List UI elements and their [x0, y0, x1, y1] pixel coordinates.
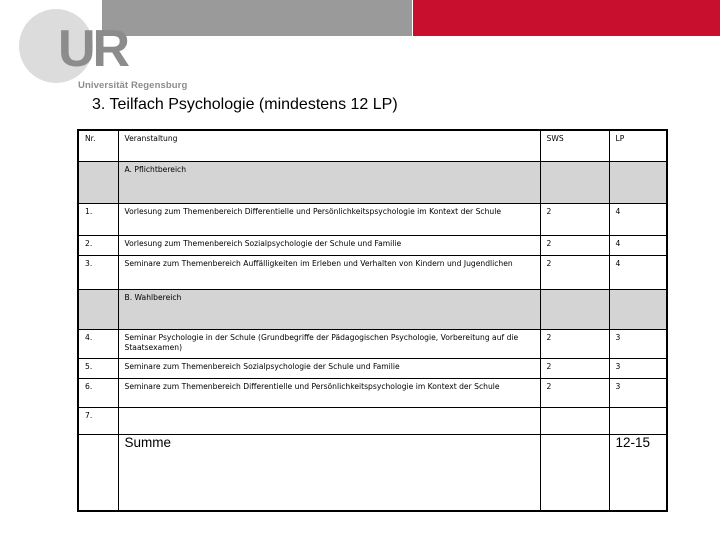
row-lp: 3: [609, 378, 667, 407]
row-nr: 3.: [78, 255, 118, 289]
page-heading: 3. Teilfach Psychologie (mindestens 12 LP): [92, 96, 398, 113]
row-course: Seminare zum Themenbereich Differentielle und Persönlichkeitspsychologie im Kontext der Schule: [118, 378, 540, 407]
row-lp: 4: [609, 255, 667, 289]
university-name: Universität Regensburg: [78, 80, 188, 91]
row-nr: 2.: [78, 235, 118, 255]
section-label: B. Wahlbereich: [118, 289, 540, 329]
table-row: [78, 235, 667, 255]
section-empty-cell: [540, 289, 609, 329]
header-course: Veranstaltung: [118, 130, 540, 161]
header-sws: SWS: [540, 130, 609, 161]
row-nr: 6.: [78, 378, 118, 407]
row-course: Vorlesung zum Themenbereich Sozialpsychologie der Schule und Familie: [118, 235, 540, 255]
section-row-wahl: [78, 289, 667, 329]
row-nr: 7.: [78, 407, 118, 434]
row-sws: 2: [540, 255, 609, 289]
header-nr: Nr.: [78, 130, 118, 161]
row-lp: 4: [609, 203, 667, 235]
row-course: Vorlesung zum Themenbereich Differentielle und Persönlichkeitspsychologie im Kontext der Schule: [118, 203, 540, 235]
section-empty-cell: [609, 289, 667, 329]
header-lp: LP: [609, 130, 667, 161]
sum-empty-cell: [540, 434, 609, 511]
logo-letters: UR: [58, 20, 128, 78]
row-sws: 2: [540, 358, 609, 378]
table-row: [78, 358, 667, 378]
table-row: [78, 255, 667, 289]
row-lp: 3: [609, 358, 667, 378]
row-course: [118, 407, 540, 434]
row-sws: 2: [540, 235, 609, 255]
section-empty-cell: [540, 161, 609, 203]
row-lp: [609, 407, 667, 434]
table-header-row: [78, 130, 667, 161]
sum-empty-cell: [78, 434, 118, 511]
sum-row: [78, 434, 667, 511]
row-nr: 4.: [78, 329, 118, 358]
row-course: Seminare zum Themenbereich Auffälligkeiten im Erleben und Verhalten von Kindern und Jugendlichen: [118, 255, 540, 289]
row-nr: 5.: [78, 358, 118, 378]
section-empty-cell: [78, 289, 118, 329]
row-sws: 2: [540, 378, 609, 407]
header-red-bar: [413, 0, 720, 36]
section-empty-cell: [78, 161, 118, 203]
row-nr: 1.: [78, 203, 118, 235]
section-label: A. Pflichtbereich: [118, 161, 540, 203]
row-lp: 4: [609, 235, 667, 255]
row-sws: 2: [540, 329, 609, 358]
table-row: [78, 203, 667, 235]
row-lp: 3: [609, 329, 667, 358]
table-row: [78, 329, 667, 358]
section-row-pflicht: [78, 161, 667, 203]
row-course: Seminare zum Themenbereich Sozialpsychologie der Schule und Familie: [118, 358, 540, 378]
section-empty-cell: [609, 161, 667, 203]
row-course: Seminar Psychologie in der Schule (Grundbegriffe der Pädagogischen Psychologie, Vorbereitung auf die Staatsexamen): [118, 329, 540, 358]
table-row: [78, 378, 667, 407]
table-row: [78, 407, 667, 434]
sum-label: Summe: [118, 434, 540, 511]
row-sws: [540, 407, 609, 434]
course-table: [77, 129, 668, 512]
sum-lp: 12-15: [609, 434, 667, 511]
row-sws: 2: [540, 203, 609, 235]
